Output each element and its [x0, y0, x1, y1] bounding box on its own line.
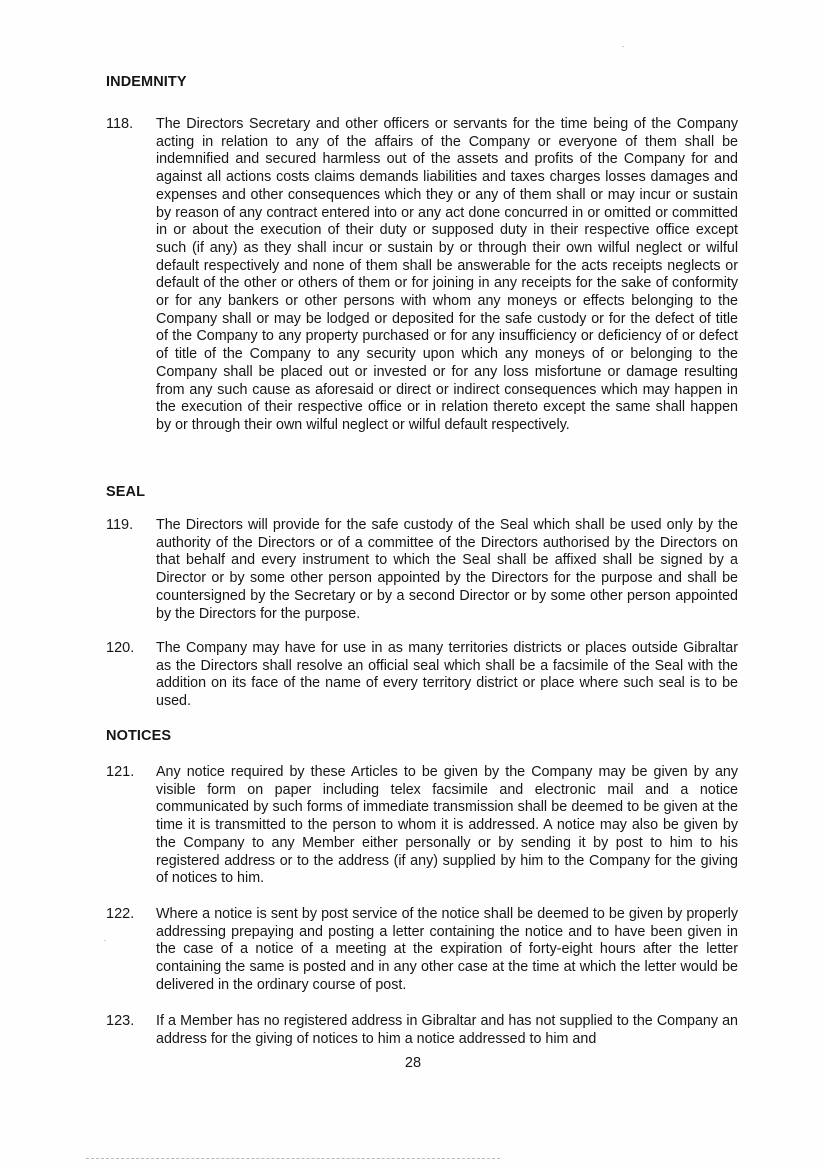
article-number: 123. — [106, 1013, 135, 1029]
article-122 — [106, 906, 738, 995]
section-heading-seal: SEAL — [106, 484, 146, 500]
article-number: 122. — [106, 906, 135, 922]
article-text: The Directors Secretary and other officers or servants for the time being of the Company acting in relation to any of the affairs of the Company or everyone of them shall be indemnified and secured harmless out of the assets and profits of the Company for and against all actions costs claims demands liabilities and taxes charges losses damages and expenses and other consequences which they or any of them shall or may incur or sustain by reason of any contract entered into or any act done concurred in or omitted or committed in or about the execution of their duty or supposed duty in their respective office except such (if any) as they shall incur or sustain by or through their own wilful neglect or wilful default respectively and none of them shall be answerable for the acts receipts neglects or default of the other or others of them or for joining in any receipts for the sake of conformity or for any bankers or other persons with whom any moneys or effects belonging to the Company shall or may be lodged or deposited for the safe custody or for the defect of title of the Company to any property purchased or for any insufficiency or deficiency of or defect of title of the Company to any security upon which any moneys of or belonging to the Company shall be placed out or invested or for any loss misfortune or damage resulting from any such cause as aforesaid or direct or indirect consequences which may happen in the execution of their respective office or in relation thereto except the same shall happen by or through their own wilful neglect or wilful default respectively. — [156, 116, 738, 433]
page-number: 28 — [404, 1055, 422, 1071]
scan-artifact-line — [86, 1158, 500, 1159]
article-text: The Company may have for use in as many territories districts or places outside Gibraltar as the Directors shall resolve an official seal which shall be a facsimile of the Seal with the addition on its face of the name of every territory district or place where such seal is to be used. — [156, 640, 738, 710]
section-heading-notices: NOTICES — [106, 728, 172, 744]
article-number: 119. — [106, 517, 134, 533]
article-121 — [106, 764, 738, 888]
scan-speck — [622, 46, 624, 47]
section-heading-indemnity: INDEMNITY — [106, 74, 187, 90]
article-120 — [106, 640, 738, 711]
article-number: 118. — [106, 116, 134, 132]
scan-speck — [104, 940, 106, 941]
article-number: 121. — [106, 764, 135, 780]
article-text: If a Member has no registered address in Gibraltar and has not supplied to the Company an address for the giving of notices to him a notice addressed to him and — [156, 1013, 738, 1047]
article-text: The Directors will provide for the safe custody of the Seal which shall be used only by the authority of the Directors or of a committee of the Directors authorised by the Directors on that behalf and every instrument to which the Seal shall be affixed shall be signed by a Director or by some other person appointed by the Directors for the purpose and shall be countersigned by the Secretary or by a second Director or by some other person appointed by the Directors for the purpose. — [156, 517, 738, 622]
article-number: 120. — [106, 640, 135, 656]
article-text: Any notice required by these Articles to be given by the Company may be given by any visible form on paper including telex facsimile and electronic mail and a notice communicated by such forms of immediate transmission shall be deemed to be given at the time it is transmitted to the person to whom it is addressed. A notice may also be given by the Company to any Member either personally or by sending it by post to him to his registered address or to the address (if any) supplied by him to the Company for the giving of notices to him. — [156, 764, 738, 887]
article-118 — [106, 116, 738, 435]
article-123 — [106, 1013, 738, 1048]
article-text: Where a notice is sent by post service of the notice shall be deemed to be given by properly addressing prepaying and posting a letter containing the notice and to have been given in the case of a notice of a meeting at the expiration of forty-eight hours after the letter containing the same is posted and in any other case at the time at which the letter would be delivered in the ordinary course of post. — [156, 906, 738, 993]
article-119 — [106, 517, 738, 623]
